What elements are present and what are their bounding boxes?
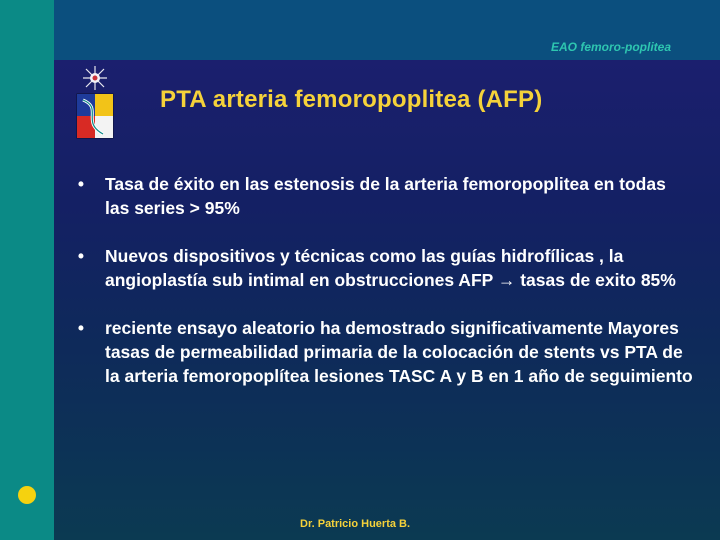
bullet-text: Tasa de éxito en las estenosis de la arteria femoropoplitea en todas las series > 95% [105,174,666,218]
bullet-list [74,172,694,412]
bullet-marker: • [77,318,85,338]
bullet-text: reciente ensayo aleatorio ha demostrado significativamente Mayores tasas de permeabilidad primaria de la colocación de stents vs PTA de la arteria femoropoplítea lesiones TASC A y B en 1 año de seguimiento [105,318,693,386]
footer-author: Dr. Patricio Huerta B. [300,518,411,530]
yellow-dot-icon [18,486,36,504]
left-accent-band [0,0,54,540]
slide-title: PTA arteria femoropoplitea (AFP) [160,86,543,113]
university-crest-icon [73,64,117,142]
bullet-item [74,244,694,292]
bullet-item [74,172,694,220]
bullet-text: Nuevos dispositivos y técnicas como las guías hidrofílicas , la angioplastía sub intimal en obstrucciones AFP → tasas de exito 85% [105,246,676,290]
bullet-item [74,316,694,388]
bullet-marker: • [77,246,85,266]
section-label: EAO femoro-poplitea [550,40,671,54]
bullet-marker: • [77,174,85,194]
